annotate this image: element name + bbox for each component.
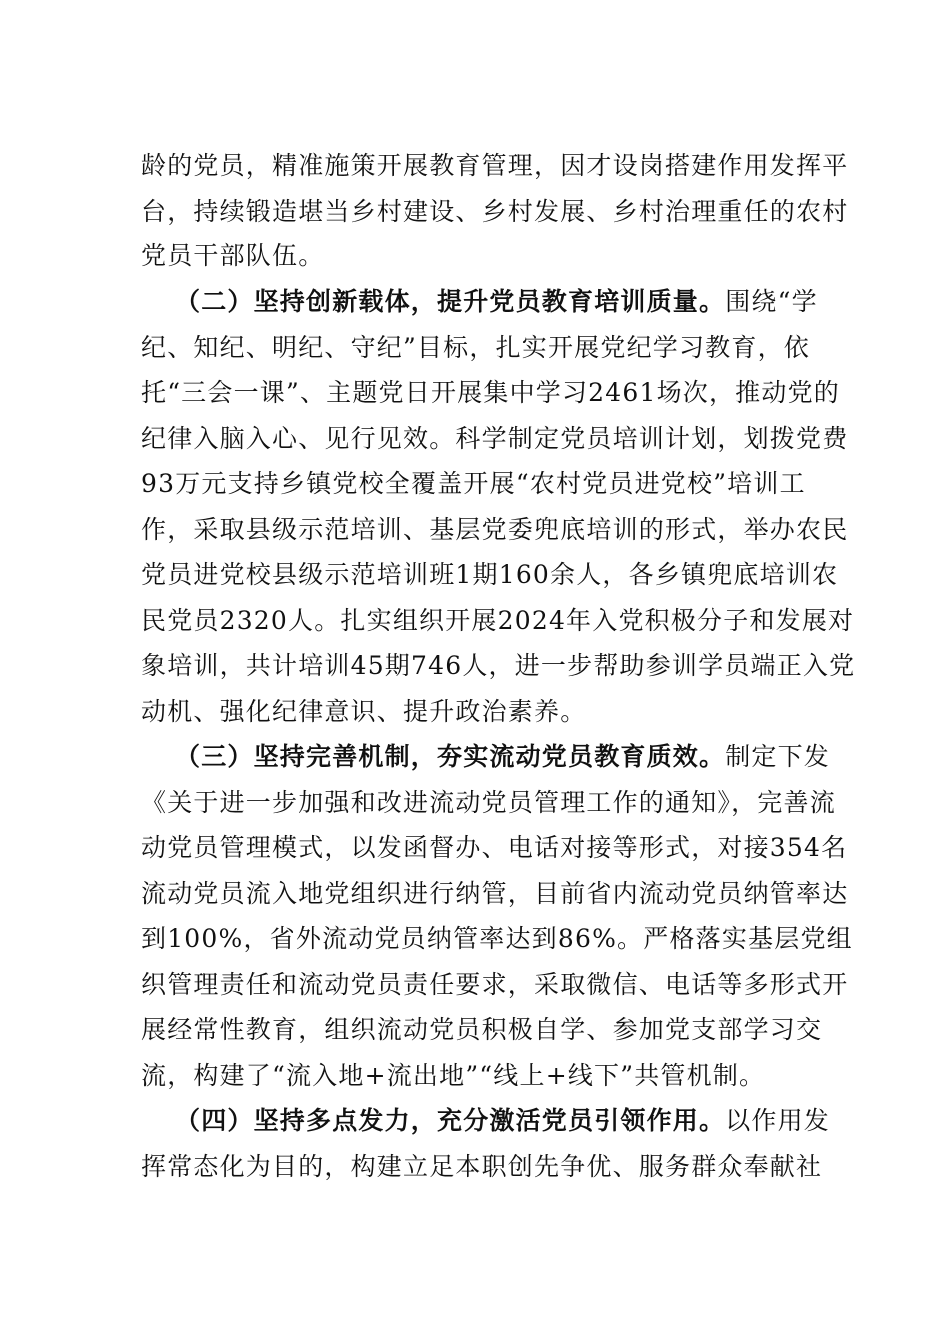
body-line: 流动党员流入地党组织进行纳管，目前省内流动党员纳管率达 <box>141 879 849 908</box>
body-line: 纪、知纪、明纪、守纪”目标，扎实开展党纪学习教育，依 <box>141 333 810 362</box>
section-start-line <box>175 1096 855 1146</box>
section-heading: （二）坚持创新载体，提升党员教育培训质量。 <box>175 287 726 316</box>
body-text: 围绕“学 <box>725 287 818 316</box>
body-line: 93万元支持乡镇党校全覆盖开展“农村党员进党校”培训工 <box>141 469 806 498</box>
body-line: 动党员管理模式，以发函督办、电话对接等形式，对接354名 <box>141 833 848 862</box>
body-line: 到100%，省外流动党员纳管率达到86%。严格落实基层党组 <box>141 924 853 953</box>
body-line: 纪律入脑入心、见行见效。科学制定党员培训计划，划拨党费 <box>141 424 849 453</box>
body-line: 托“三会一课”、主题党日开展集中学习2461场次，推动党的 <box>141 378 840 407</box>
body-line: 党员干部队伍。 <box>141 241 325 270</box>
body-text: 以作用发 <box>725 1106 831 1135</box>
body-line: 象培训，共计培训45期746人，进一步帮助参训学员端正入党 <box>141 651 856 680</box>
body-line: 民党员2320人。扎实组织开展2024年入党积极分子和发展对 <box>141 606 855 635</box>
section-start-line <box>175 277 855 327</box>
section-start-line <box>175 732 855 782</box>
body-text: 制定下发 <box>725 742 831 771</box>
body-line: 龄的党员，精准施策开展教育管理，因才设岗搭建作用发挥平 <box>141 151 849 180</box>
body-line: 动机、强化纪律意识、提升政治素养。 <box>141 697 587 726</box>
body-line: 织管理责任和流动党员责任要求，采取微信、电话等多形式开 <box>141 970 849 999</box>
section-heading: （四）坚持多点发力，充分激活党员引领作用。 <box>175 1106 726 1135</box>
body-line: 作，采取县级示范培训、基层党委兜底培训的形式，举办农民 <box>141 515 849 544</box>
body-line: 《关于进一步加强和改进流动党员管理工作的通知》，完善流 <box>141 788 836 817</box>
body-line: 台，持续锻造堪当乡村建设、乡村发展、乡村治理重任的农村 <box>141 197 849 226</box>
body-line: 流，构建了“流入地+流出地”“线上+线下”共管机制。 <box>141 1061 766 1090</box>
body-line: 挥常态化为目的，构建立足本职创先争优、服务群众奉献社 <box>141 1152 823 1181</box>
section-heading: （三）坚持完善机制，夯实流动党员教育质效。 <box>175 742 726 771</box>
body-line: 党员进党校县级示范培训班1期160余人，各乡镇兜底培训农 <box>141 560 839 589</box>
body-line: 展经常性教育，组织流动党员积极自学、参加党支部学习交 <box>141 1015 823 1044</box>
